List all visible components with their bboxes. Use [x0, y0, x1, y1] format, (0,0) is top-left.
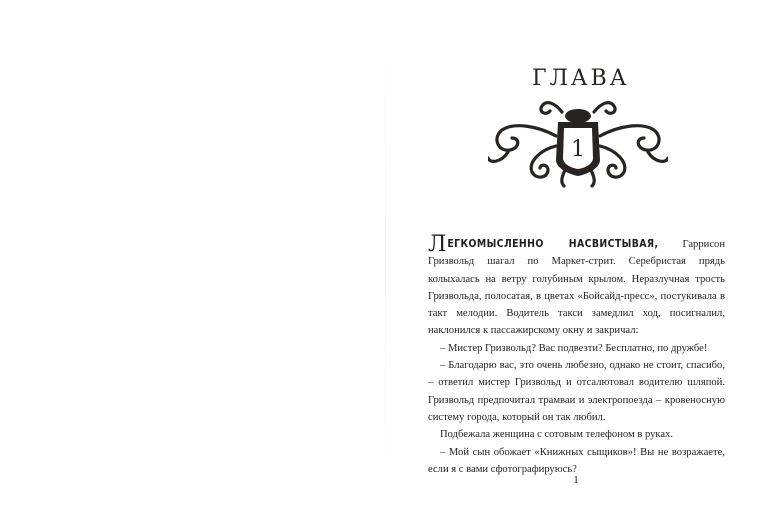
drop-cap: Л — [428, 232, 447, 257]
chapter-heading: ГЛАВА — [532, 66, 630, 91]
paragraph-1-text: Гаррисон Гризвольд шагал по Маркет-стрит. Серебристая прядь колыхалась на ветру голубиным крылом. Неразлучная трость Гризвольда, полосатая, в цветах «Бойсайд-пресс», постукивала в такт мелодии. Водитель такси замедлил ход, посигналил, наклонился к пассажирскому окну и закричал: — [428, 239, 725, 337]
paragraph-1 — [428, 232, 725, 340]
paragraph-3: – Благодарю вас, это очень любезно, однако не стоит, спасибо, – ответил мистер Гризвольд и отсалютовал водителю шляпой. Гризвольд предпочитал трамваи и электропоезда – кровеносную систему города, который он так любил. — [428, 360, 725, 423]
chapter-text — [428, 232, 725, 478]
page-number: 1 — [573, 474, 579, 486]
chapter-ornament — [488, 92, 668, 188]
paragraph-4: Подбежала женщина с сотовым телефоном в руках. — [440, 429, 674, 441]
chapter-number: 1 — [571, 137, 585, 162]
paragraph-2: – Мистер Гризвольд? Вас подвезти? Бесплатно, по дружбе! — [440, 342, 708, 354]
beetle-ornament-icon — [488, 92, 668, 188]
right-page — [385, 0, 770, 514]
paragraph-5: – Мой сын обожает «Книжных сыщиков»! Вы не возражаете, если я с вами сфотографируюсь? — [428, 446, 725, 475]
lead-in-caps: ЕГКОМЫСЛЕННО НАСВИСТЫВАЯ, — [447, 238, 659, 250]
